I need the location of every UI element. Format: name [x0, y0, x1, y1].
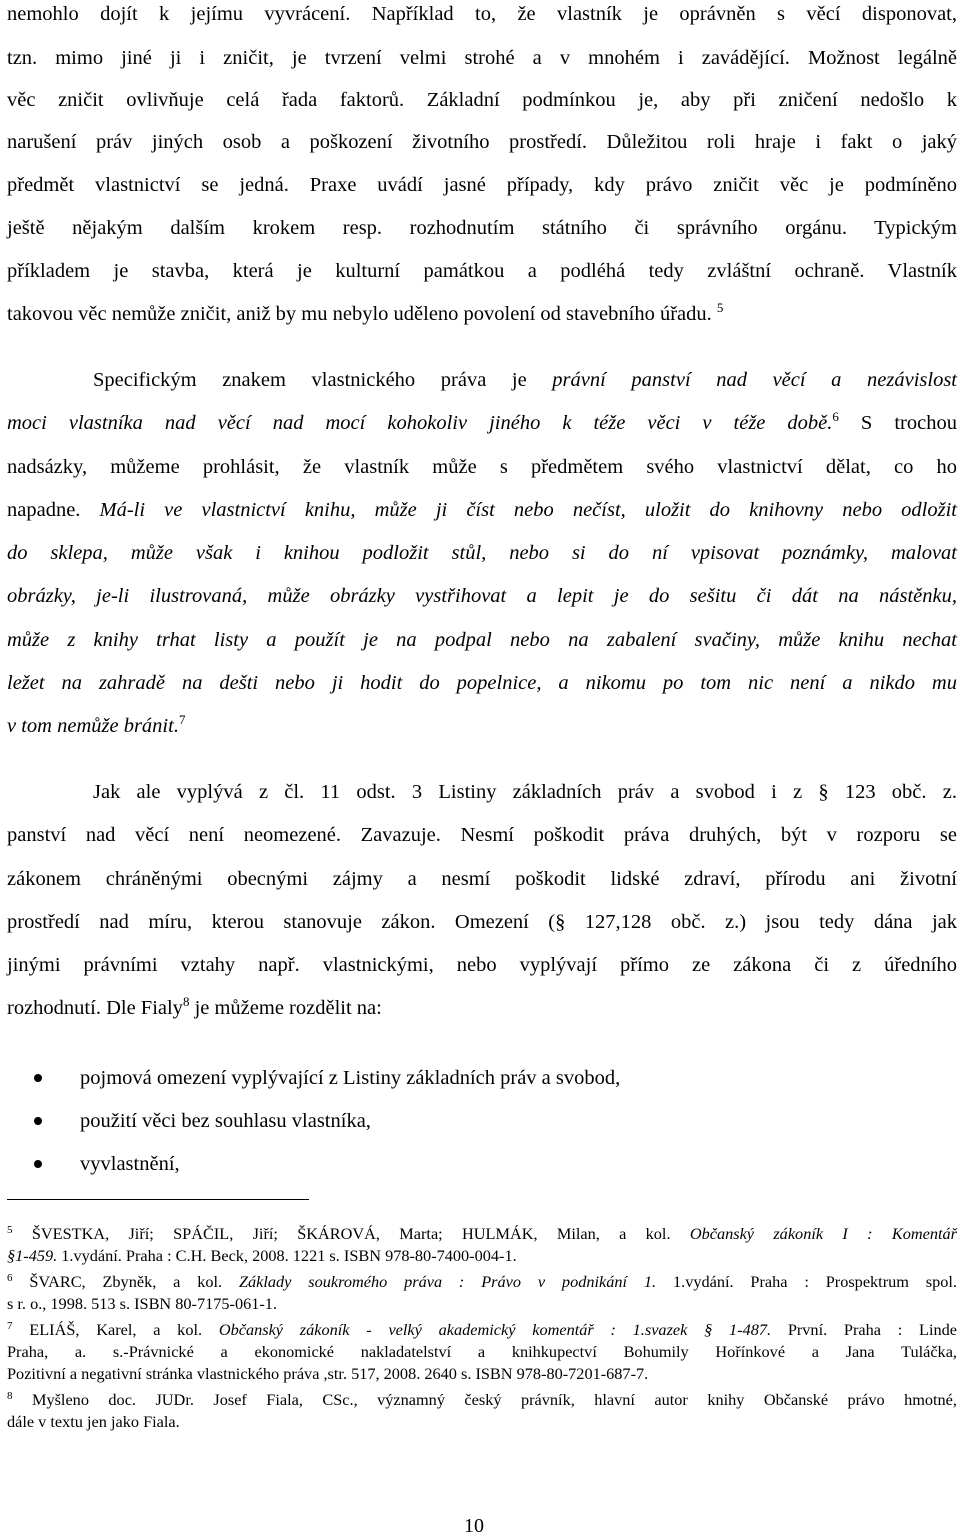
bullet-icon — [34, 1160, 42, 1168]
bullet-icon — [34, 1117, 42, 1125]
footnote-separator — [7, 1199, 309, 1200]
text-segment: Specifickým znakem vlastnického práva je — [93, 369, 553, 391]
bullet-icon — [34, 1074, 42, 1082]
text-line: panství nad věcí není neomezené. Zavazuje. Nesmí poškodit práva druhých, být v rozporu se — [7, 824, 957, 846]
footnote-number: 6 — [7, 1272, 13, 1284]
footnote-8-line2: dále v textu jen jako Fiala. — [7, 1412, 180, 1431]
italic-segment: ležet na zahradě na dešti nebo ji hodit do popelnice, a nikomu po tom nic není a nikdo mu — [7, 672, 957, 694]
footnote-text: 1.vydání. Praha : Prospektrum spol. — [656, 1272, 958, 1291]
footnote-6-line2: s r. o., 1998. 513 s. ISBN 80-7175-061-1. — [7, 1294, 277, 1313]
text-line: ještě nějakým dalším krokem resp. rozhodnutím státního či správního orgánu. Typickým — [7, 217, 957, 239]
footnote-text: Myšleno doc. JUDr. Josef Fiala, CSc., významný český právník, hlavní autor knihy Občanské právo hmotné, — [31, 1390, 957, 1409]
list-item: vyvlastnění, — [80, 1153, 180, 1175]
footnote-title: Občanský zákoník - velký akademický komentář : 1.svazek § 1-487. — [218, 1320, 772, 1339]
text-line: nadsázky, můžeme prohlásit, že vlastník může s předmětem svého vlastnictví dělat, co ho — [7, 456, 957, 478]
text-line: příkladem je stavba, která je kulturní památkou a podléhá tedy zvláštní ochraně. Vlastník — [7, 260, 957, 282]
text-line — [7, 584, 957, 608]
footnote-ref: 5 — [716, 300, 724, 315]
text-line — [7, 411, 957, 435]
italic-segment: může z knihy trhat listy a použít je na podpal nebo na zabalení svačiny, může knihu nechat — [7, 629, 957, 651]
italic-segment: moci vlastníka nad věcí nad mocí kohokoliv jiného k téže věci v téže době. — [7, 412, 833, 434]
text-line — [7, 714, 185, 738]
list-item: použití věci bez souhlasu vlastníka, — [80, 1110, 371, 1132]
text-line: věc zničit ovlivňuje celá řada faktorů. Základní podmínkou je, aby při zničení nedošlo k — [7, 89, 957, 111]
text-line: prostředí nad míru, kterou stanovuje zákon. Omezení (§ 127,128 obč. z.) jsou tedy dána jak — [7, 911, 957, 933]
footnote-7-line2: Praha, a. s.-Právnické a ekonomické nakladatelství a knihkupectví Bohumily Hořínkové a Jana Tuláčka, — [7, 1342, 957, 1361]
text-line — [7, 996, 382, 1020]
footnote-title: §1-459. — [7, 1246, 58, 1265]
footnote-number: 8 — [7, 1390, 13, 1402]
footnote-5-line2 — [7, 1246, 517, 1266]
text-line — [93, 368, 957, 392]
text-segment: je můžeme rozdělit na: — [189, 997, 382, 1019]
text-line: předmět vlastnictví se jedná. Praxe uvádí jasné případy, kdy právo zničit věc je podmíněno — [7, 174, 957, 196]
text-line: zákonem chráněnými obecnými zájmy a nesmí poškodit lidské zdraví, přírodu ani životní — [7, 868, 957, 890]
italic-segment: právní panství nad věcí a nezávislost — [552, 369, 957, 391]
footnote-number: 7 — [7, 1320, 13, 1332]
text-line — [7, 671, 957, 695]
text-line — [7, 628, 957, 652]
italic-segment: obrázky, je-li ilustrovaná, může obrázky vystřihovat a lepit je do sešitu či dát na nástěnku, — [7, 585, 957, 607]
text-line — [7, 498, 957, 522]
text-line — [7, 302, 723, 326]
footnote-text: První. Praha : Linde — [771, 1320, 958, 1339]
list-item: pojmová omezení vyplývající z Listiny základních práv a svobod, — [80, 1067, 621, 1089]
text-line: Jak ale vyplývá z čl. 11 odst. 3 Listiny základních práv a svobod i z § 123 obč. z. — [93, 781, 957, 803]
text-line: narušení práv jiných osob a poškození životního prostředí. Důležitou roli hraje i fakt o jaký — [7, 131, 957, 153]
text-segment: rozhodnutí. Dle Fialy — [7, 997, 183, 1019]
footnote-7-line3: Pozitivní a negativní stránka vlastnického práva ,str. 517, 2008. 2640 s. ISBN 978-80-7201-687-7. — [7, 1364, 649, 1383]
text-segment: napadne. — [7, 499, 100, 521]
footnote-6 — [7, 1272, 957, 1292]
footnote-title: Základy soukromého práva : Právo v podnikání 1. — [238, 1272, 657, 1291]
italic-segment: Má-li ve vlastnictví knihu, může ji číst nebo nečíst, uložit do knihovny nebo odložit — [99, 499, 958, 521]
footnote-text: ŠVESTKA, Jiří; SPÁČIL, Jiří; ŠKÁROVÁ, Marta; HULMÁK, Milan, a kol. — [31, 1224, 690, 1243]
text-line — [7, 541, 957, 565]
footnote-number: 5 — [7, 1224, 13, 1236]
footnote-5 — [7, 1224, 957, 1244]
italic-segment: v tom nemůže bránit. — [7, 715, 179, 737]
page-number: 10 — [464, 1515, 484, 1537]
text-line: nemohlo dojít k jejímu vyvrácení. Například to, že vlastník je oprávněn s věcí disponovat, — [7, 3, 957, 25]
footnote-title: Občanský zákoník I : Komentář — [689, 1224, 957, 1243]
footnote-text: ŠVARC, Zbyněk, a kol. — [29, 1272, 239, 1291]
footnote-text: ELIÁŠ, Karel, a kol. — [29, 1320, 219, 1339]
footnote-ref: 8 — [182, 994, 190, 1009]
footnote-ref: 7 — [178, 712, 186, 727]
footnote-7 — [7, 1320, 957, 1340]
text-segment: S trochou — [838, 412, 957, 434]
footnote-ref: 6 — [832, 409, 839, 424]
footnote-text: 1.vydání. Praha : C.H. Beck, 2008. 1221 s. ISBN 978-80-7400-004-1. — [57, 1246, 517, 1265]
footnote-8 — [7, 1390, 957, 1410]
text-line: jinými právními vztahy např. vlastnickými, nebo vyplývají přímo ze zákona či z úředního — [7, 954, 957, 976]
text-line-content: takovou věc nemůže zničit, aniž by mu nebylo uděleno povolení od stavebního úřadu. — [7, 303, 712, 325]
text-line: tzn. mimo jiné ji i zničit, je tvrzení velmi strohé a v mnohém i zavádějící. Možnost legálně — [7, 47, 957, 69]
italic-segment: do sklepa, může však i knihou podložit stůl, nebo si do ní vpisovat poznámky, malovat — [7, 542, 957, 564]
